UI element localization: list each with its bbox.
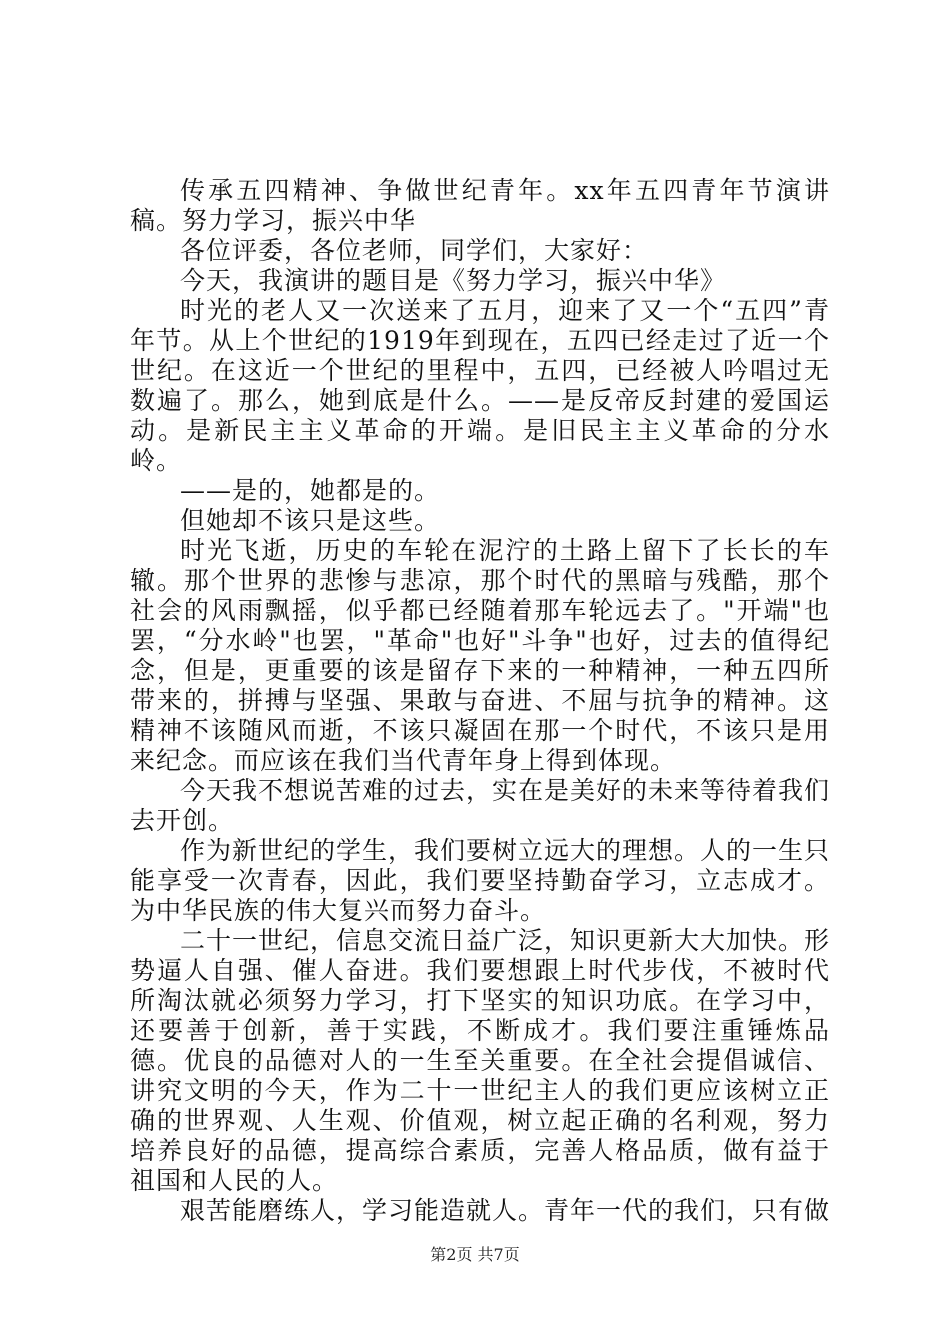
paragraph-twenty-first-century: 二十一世纪，信息交流日益广泛，知识更新大大加快。形势逼人自强、催人奋进。我们要想跟上时代步伐，不被时代所淘汰就必须努力学习，打下坚实的知识功底。在学习中，还要善于创新，善于实践，不断成才。我们要注重锤炼品德。优良的品德对人的一生至关重要。在全社会提倡诚信、讲究文明的今天，作为二十一世纪主人的我们更应该树立正确的世界观、人生观、价值观，树立起正确的名利观，努力培养良好的品德，提高综合素质，完善人格品质，做有益于祖国和人民的人。: [130, 926, 831, 1195]
document-body: [130, 176, 830, 1226]
paragraph-may-fourth-history: 时光的老人又一次送来了五月，迎来了又一个“五四”青年节。从上个世纪的1919年到现在，五四已经走过了近一个世纪。在这近一个世纪的里程中，五四，已经被人吟唱过无数遍了。那么，她到底是什么。——是反帝反封建的爱国运动。是新民主主义革命的开端。是旧民主主义革命的分水岭。: [130, 296, 830, 475]
paragraph-title: 传承五四精神、争做世纪青年。xx年五四青年节演讲稿。努力学习，振兴中华: [130, 176, 830, 235]
paragraph-ideals: 作为新世纪的学生，我们要树立远大的理想。人的一生只能享受一次青春，因此，我们要坚持勤奋学习，立志成才。为中华民族的伟大复兴而努力奋斗。: [130, 836, 831, 925]
paragraph-spirit: 时光飞逝，历史的车轮在泥泞的土路上留下了长长的车辙。那个世界的悲惨与悲凉，那个时代的黑暗与残酷，那个社会的风雨飘摇，似乎都已经随着那车轮远去了。"开端"也罢，“分水岭"也罢，"革命"也好"斗争"也好，过去的值得纪念，但是，更重要的该是留存下来的一种精神，一种五四所带来的，拼搏与坚强、果敢与奋进、不屈与抗争的精神。这精神不该随风而逝，不该只凝固在那一个时代，不该只是用来纪念。而应该在我们当代青年身上得到体现。: [130, 536, 830, 775]
paragraph-yes-she-is: ——是的，她都是的。: [180, 476, 441, 505]
paragraph-topic: 今天，我演讲的题目是《努力学习，振兴中华》: [180, 266, 727, 295]
paragraph-hardship: 艰苦能磨练人，学习能造就人。青年一代的我们，只有做: [180, 1196, 831, 1225]
page-number-footer: 第2页 共7页: [430, 1245, 520, 1264]
paragraph-future: 今天我不想说苦难的过去，实在是美好的未来等待着我们去开创。: [130, 776, 831, 835]
paragraph-not-only-this: 但她却不该只是这些。: [180, 506, 441, 535]
paragraph-greeting: 各位评委，各位老师，同学们，大家好：: [180, 236, 649, 265]
